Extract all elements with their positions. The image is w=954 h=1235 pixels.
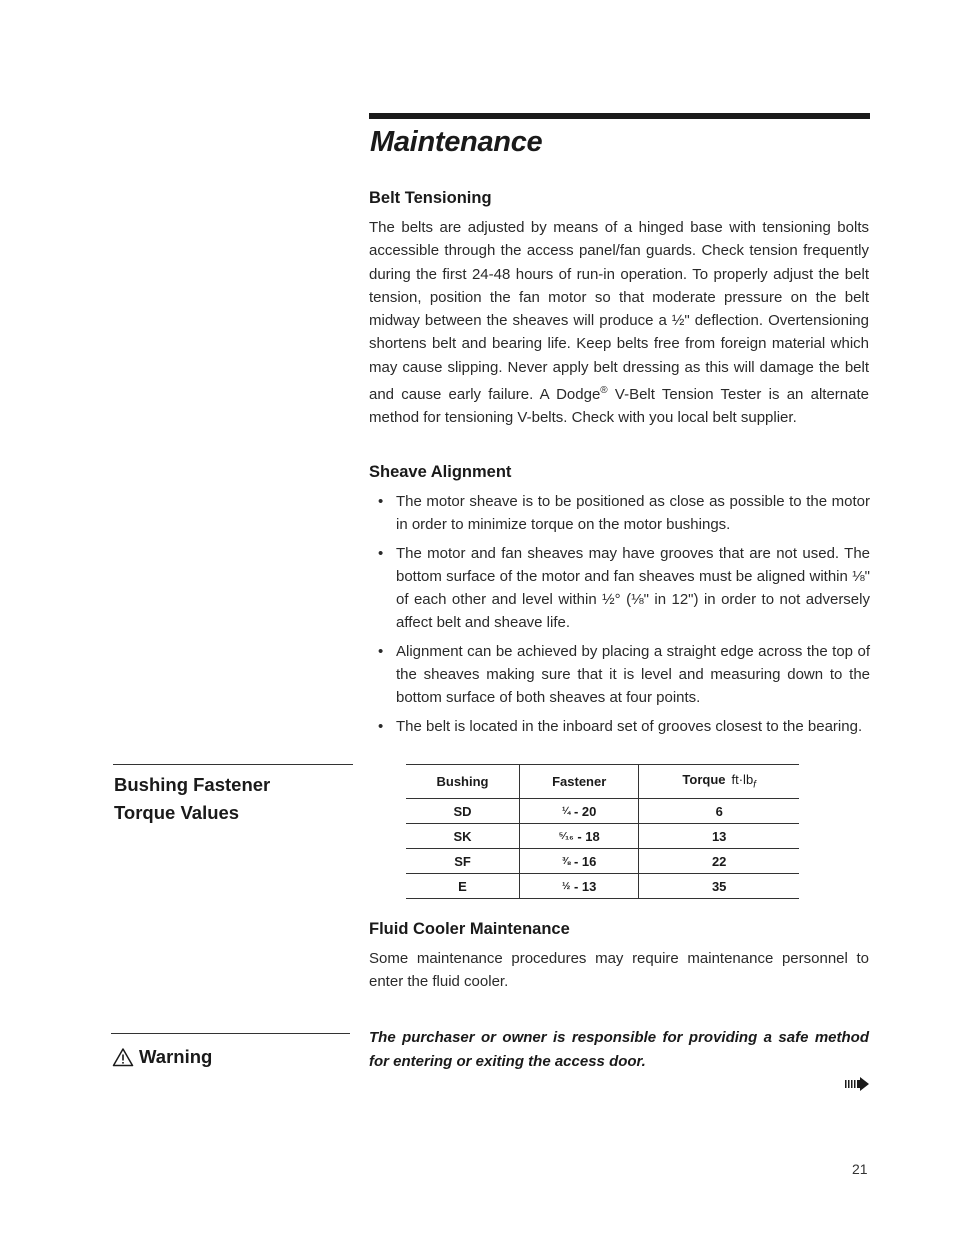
- sheave-alignment-list: [378, 490, 870, 738]
- table-row: [406, 799, 799, 824]
- fluid-cooler-heading: Fluid Cooler Maintenance: [369, 920, 570, 938]
- table-row: [406, 849, 799, 874]
- fastener-cell: [520, 799, 639, 824]
- table-header-row: [406, 765, 799, 799]
- warning-label: Warning: [139, 1046, 213, 1067]
- sheave-alignment-heading: Sheave Alignment: [369, 463, 512, 481]
- fastener-cell: [520, 849, 639, 874]
- list-item: • The motor sheave is to be positioned as close as possible to the motor in order to minimize torque on the motor bushings.: [378, 490, 870, 537]
- fastener-thread: - 20: [570, 803, 597, 819]
- fluid-cooler-paragraph: Some maintenance procedures may require maintenance personnel to enter the fluid cooler.: [369, 950, 869, 991]
- torque-unit-base: ft·lb: [731, 772, 754, 788]
- torque-cell: 35: [639, 874, 799, 899]
- fastener-cell: [520, 874, 639, 899]
- fastener-cell: [520, 824, 639, 849]
- column-header-torque: [639, 765, 799, 799]
- title-rule: [369, 113, 870, 119]
- belt-tensioning-paragraph: [369, 216, 869, 430]
- fastener-thread: - 18: [573, 828, 600, 844]
- fastener-fraction: ⁵⁄₁₆: [558, 830, 574, 842]
- belt-tensioning-heading: Belt Tensioning: [369, 189, 492, 207]
- bushing-section-heading: [114, 771, 270, 827]
- warning-triangle-icon: [112, 1047, 134, 1067]
- torque-cell: 22: [639, 849, 799, 874]
- list-item: • The belt is located in the inboard set of grooves closest to the bearing.: [378, 715, 870, 738]
- belt-tensioning-text-1: The belts are adjusted by means of a hinged base with tensioning bolts accessible through the access panel/fan guards. Check tension frequently during the first 24-48 hours of run-in operation. To properly adjust the belt tension, position the fan motor so that moderate pressure on the belt midway between the sheaves will produce a ½" deflection. Overtensioning shortens belt and bearing life. Keep belts free from foreign material which may cause slipping. Never apply belt dressing as this will damage the belt and cause early failure. A Dodge: [369, 219, 869, 404]
- page-title: Maintenance: [370, 126, 543, 158]
- torque-label: Torque: [682, 772, 726, 788]
- fastener-fraction: ⅜: [562, 855, 571, 867]
- torque-table: [406, 764, 799, 899]
- bushing-cell: SF: [406, 849, 520, 874]
- fastener-thread: - 13: [570, 878, 597, 894]
- fastener-fraction: ¼: [562, 805, 571, 817]
- fastener-fraction: ½: [562, 880, 571, 892]
- torque-cell: 13: [639, 824, 799, 849]
- bushing-cell: E: [406, 874, 520, 899]
- torque-unit: [731, 772, 756, 791]
- list-item: • The motor and fan sheaves may have grooves that are not used. The bottom surface of the motor and fan sheaves must be aligned within ⅛" of each other and level within ½° (⅛" in 12") in order to not adversely affect belt and sheave life.: [378, 542, 870, 635]
- torque-unit-subscript: f: [753, 779, 756, 791]
- bushing-cell: SD: [406, 799, 520, 824]
- bushing-section-rule: [113, 764, 353, 765]
- warning-section-rule: [111, 1033, 350, 1034]
- warning-heading: [112, 1043, 212, 1071]
- torque-cell: 6: [639, 799, 799, 824]
- warning-text: The purchaser or owner is responsible for providing a safe method for entering or exiting the access door.: [369, 1029, 869, 1070]
- table-row: [406, 824, 799, 849]
- table-row: [406, 874, 799, 899]
- page-number: 21: [852, 1161, 868, 1177]
- list-item: • Alignment can be achieved by placing a straight edge across the top of the sheaves making sure that it is level and measuring down to the bottom surface of both sheaves at four points.: [378, 640, 870, 710]
- bushing-heading-line-1: Bushing Fastener: [114, 774, 271, 795]
- bushing-cell: SK: [406, 824, 520, 849]
- registered-mark: ®: [600, 385, 608, 397]
- belt-tensioning-text-2: V-Belt Tension Tester is an alternate method for tensioning V-belts. Check with you local belt supplier.: [369, 386, 869, 427]
- fastener-thread: - 16: [570, 853, 597, 869]
- continue-arrow-icon: [845, 1077, 871, 1096]
- column-header-bushing: Bushing: [406, 765, 520, 799]
- bushing-heading-line-2: Torque Values: [114, 802, 240, 823]
- column-header-fastener: Fastener: [520, 765, 639, 799]
